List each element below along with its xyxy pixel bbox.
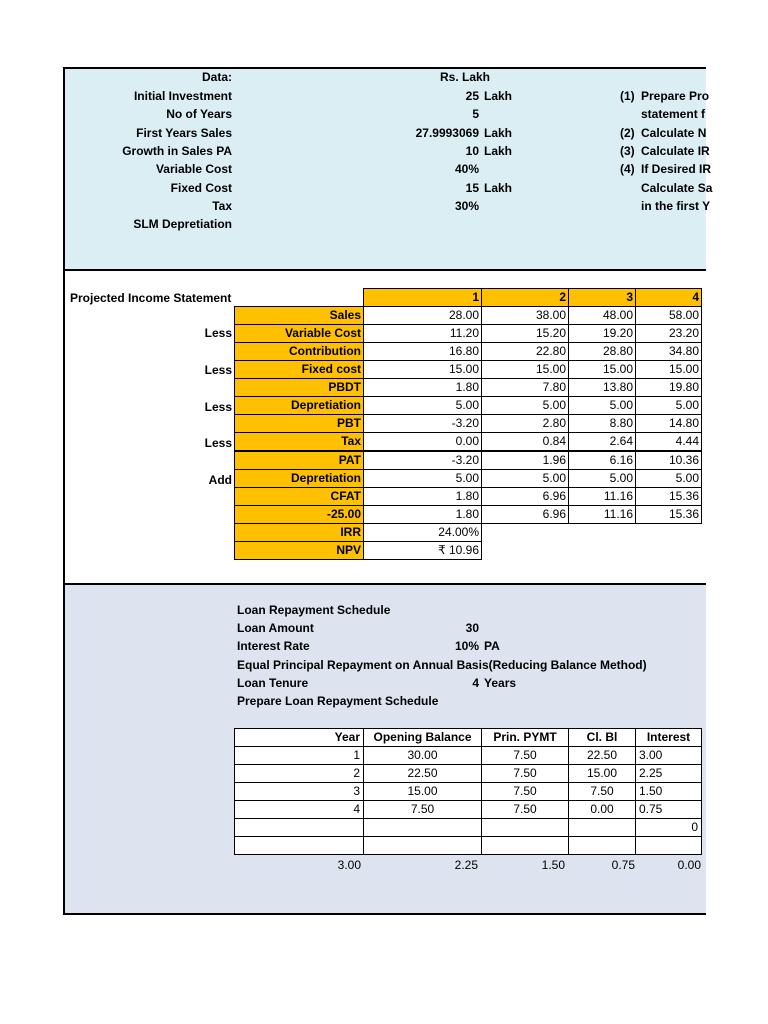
task-text: If Desired IR	[641, 162, 712, 177]
value-cell: 28.80	[569, 343, 636, 361]
value-cell: 1.80	[364, 379, 482, 397]
loan-cell: 7.50	[569, 783, 636, 801]
corner-cell	[235, 289, 364, 307]
data-label: Tax	[212, 198, 232, 213]
value-cell: 58.00	[636, 307, 702, 325]
row-prefix: Less	[204, 399, 232, 414]
data-unit: Lakh	[484, 89, 513, 103]
value-cell: 10.36	[636, 451, 702, 470]
task-number: (3)	[620, 143, 635, 158]
loan-cell: 15.00	[364, 783, 482, 801]
loan-cell	[364, 837, 482, 855]
row-label: PAT	[235, 451, 364, 470]
data-value: 30%	[454, 198, 479, 213]
loan-header: Opening Balance	[364, 729, 482, 747]
income-row	[235, 343, 702, 361]
year-header-row	[235, 289, 702, 307]
loan-cell: 7.50	[482, 783, 569, 801]
value-cell: 5.00	[569, 397, 636, 415]
value-cell: 15.00	[636, 361, 702, 379]
footer-value: 2.25	[454, 858, 478, 872]
income-row	[235, 451, 702, 470]
data-value: 40%	[454, 162, 479, 177]
repayment-method: Equal Principal Repayment on Annual Basis(Reducing Balance Method)	[237, 658, 647, 672]
value-cell: 6.96	[482, 488, 569, 506]
value-cell: 16.80	[364, 343, 482, 361]
value-cell: 15.00	[364, 361, 482, 379]
loan-cell: 7.50	[482, 747, 569, 765]
data-value: 25	[465, 89, 479, 103]
value-cell: 6.16	[569, 451, 636, 470]
interest-rate-label: Interest Rate	[237, 639, 310, 653]
interest-rate-value: 10%	[454, 639, 479, 653]
data-unit: Lakh	[484, 180, 513, 195]
data-value: 27.9993069	[415, 125, 479, 140]
loan-cell	[235, 819, 364, 837]
row-prefix: Less	[204, 326, 232, 341]
task-number: (4)	[620, 162, 635, 177]
income-row	[235, 361, 702, 379]
loan-table	[234, 728, 702, 855]
data-unit: Lakh	[484, 125, 513, 140]
loan-cell: 2.25	[636, 765, 702, 783]
row-label: CFAT	[235, 488, 364, 506]
loan-cell: 7.50	[482, 765, 569, 783]
value-cell: 19.20	[569, 325, 636, 343]
loan-row	[235, 747, 702, 765]
value-cell: 11.16	[569, 488, 636, 506]
loan-cell	[569, 819, 636, 837]
loan-cell: 0.00	[569, 801, 636, 819]
data-label: Fixed Cost	[170, 180, 232, 195]
row-label: Tax	[235, 433, 364, 452]
data-value: 10	[465, 143, 479, 158]
row-label: Depretiation	[235, 470, 364, 488]
value-cell: 5.00	[636, 397, 702, 415]
loan-cell: 3.00	[636, 747, 702, 765]
value-cell: -3.20	[364, 415, 482, 433]
row-label: Fixed cost	[235, 361, 364, 379]
loan-cell	[636, 837, 702, 855]
loan-cell: 2	[235, 765, 364, 783]
rupee-symbol: ₹	[437, 543, 446, 557]
value-cell: -3.20	[364, 451, 482, 470]
year-header: 2	[482, 289, 569, 307]
loan-tenure-label: Loan Tenure	[237, 676, 309, 690]
row-label: Sales	[235, 307, 364, 325]
footer-value: 0.75	[611, 858, 635, 872]
row-label: PBDT	[235, 379, 364, 397]
year-header: 3	[569, 289, 636, 307]
loan-cell	[235, 837, 364, 855]
value-cell: 0.00	[364, 433, 482, 452]
value-cell: 15.00	[482, 361, 569, 379]
value-cell: 5.00	[569, 470, 636, 488]
footer-value: 1.50	[541, 858, 565, 872]
loan-cell: 1.50	[636, 783, 702, 801]
loan-row	[235, 783, 702, 801]
value-cell: 15.36	[636, 488, 702, 506]
loan-row	[235, 801, 702, 819]
loan-instruction: Prepare Loan Repayment Schedule	[237, 694, 439, 708]
loan-cell: 15.00	[569, 765, 636, 783]
row-label: -25.00	[235, 506, 364, 524]
loan-cell: 4	[235, 801, 364, 819]
data-heading: Data:	[201, 70, 232, 84]
income-row	[235, 379, 702, 397]
value-cell: 28.00	[364, 307, 482, 325]
data-value: 5	[472, 107, 479, 122]
income-row	[235, 397, 702, 415]
value-cell: 15.00	[569, 361, 636, 379]
loan-header: Prin. PYMT	[482, 729, 569, 747]
income-table	[234, 288, 702, 560]
footer-value: 0.00	[677, 858, 701, 872]
value-cell: 19.80	[636, 379, 702, 397]
value-cell: 38.00	[482, 307, 569, 325]
value-cell: 5.00	[364, 397, 482, 415]
data-label: Variable Cost	[155, 162, 232, 177]
value-cell: 15.20	[482, 325, 569, 343]
loan-header: Interest	[636, 729, 702, 747]
loan-row	[235, 819, 702, 837]
loan-row	[235, 765, 702, 783]
loan-header: Cl. Bl	[569, 729, 636, 747]
row-prefix: Add	[208, 473, 232, 488]
loan-cell: 0	[636, 819, 702, 837]
loan-tenure-value: 4	[472, 676, 479, 690]
value-cell: 5.00	[482, 397, 569, 415]
loan-amount-value: 30	[465, 621, 479, 635]
task-text: in the first Y	[641, 198, 711, 213]
loan-cell: 22.50	[364, 765, 482, 783]
task-text: Prepare Pro	[641, 89, 710, 103]
value-cell: 4.44	[636, 433, 702, 452]
loan-row	[235, 837, 702, 855]
npv-row	[235, 542, 702, 560]
data-value: 15	[465, 180, 479, 195]
npv-value: 10.96	[448, 543, 479, 557]
loan-cell	[482, 819, 569, 837]
value-cell: 14.80	[636, 415, 702, 433]
task-text: statement f	[641, 107, 706, 122]
row-label: Contribution	[235, 343, 364, 361]
npv-value-cell	[364, 542, 482, 560]
loan-cell: 3	[235, 783, 364, 801]
loan-cell: 1	[235, 747, 364, 765]
task-number: (2)	[620, 125, 635, 140]
value-cell: 0.84	[482, 433, 569, 452]
loan-title: Loan Repayment Schedule	[237, 603, 391, 617]
value-cell: 23.20	[636, 325, 702, 343]
loan-cell: 7.50	[364, 801, 482, 819]
row-prefix: Less	[204, 436, 232, 451]
value-cell: 2.80	[482, 415, 569, 433]
income-row	[235, 325, 702, 343]
value-cell: 13.80	[569, 379, 636, 397]
loan-cell: 30.00	[364, 747, 482, 765]
loan-cell	[482, 837, 569, 855]
value-cell: 34.80	[636, 343, 702, 361]
value-cell: 2.64	[569, 433, 636, 452]
value-cell: 5.00	[364, 470, 482, 488]
loan-header-row	[235, 729, 702, 747]
income-row	[235, 307, 702, 325]
value-cell: 8.80	[569, 415, 636, 433]
value-cell: 5.00	[482, 470, 569, 488]
data-label: No of Years	[166, 107, 232, 122]
loan-cell	[364, 819, 482, 837]
loan-header: Year	[235, 729, 364, 747]
value-cell: 1.80	[364, 506, 482, 524]
loan-cell: 0.75	[636, 801, 702, 819]
npv-label: NPV	[235, 542, 364, 560]
data-label: Growth in Sales PA	[122, 143, 232, 158]
year-header: 4	[636, 289, 702, 307]
value-cell: 7.80	[482, 379, 569, 397]
data-label: Initial Investment	[133, 89, 232, 103]
data-unit: Lakh	[484, 143, 513, 158]
loan-tenure-unit: Years	[484, 676, 517, 690]
year-header: 1	[364, 289, 482, 307]
footer-value: 3.00	[337, 858, 361, 872]
value-cell: 1.96	[482, 451, 569, 470]
task-number: (1)	[620, 89, 635, 103]
income-row	[235, 506, 702, 524]
value-cell: 6.96	[482, 506, 569, 524]
loan-cell: 22.50	[569, 747, 636, 765]
loan-cell: 7.50	[482, 801, 569, 819]
data-label: SLM Depretiation	[133, 217, 232, 232]
value-cell: 1.80	[364, 488, 482, 506]
task-list	[600, 0, 713, 260]
value-cell: 11.16	[569, 506, 636, 524]
income-row	[235, 470, 702, 488]
irr-row	[235, 524, 702, 542]
income-row	[235, 433, 702, 452]
irr-label: IRR	[235, 524, 364, 542]
data-label: First Years Sales	[136, 125, 232, 140]
income-row	[235, 488, 702, 506]
task-text: Calculate IR	[641, 143, 710, 158]
loan-cell	[569, 837, 636, 855]
irr-value: 24.00%	[364, 524, 482, 542]
income-title: Projected Income Statement	[70, 291, 232, 305]
row-prefix: Less	[204, 363, 232, 378]
income-row	[235, 415, 702, 433]
task-text: Calculate Sa	[641, 180, 713, 195]
value-cell: 22.80	[482, 343, 569, 361]
interest-rate-unit: PA	[484, 639, 500, 653]
value-cell: 11.20	[364, 325, 482, 343]
row-label: Variable Cost	[235, 325, 364, 343]
row-label: Depretiation	[235, 397, 364, 415]
row-label: PBT	[235, 415, 364, 433]
loan-amount-label: Loan Amount	[237, 621, 314, 635]
value-cell: 5.00	[636, 470, 702, 488]
value-cell: 15.36	[636, 506, 702, 524]
unit-heading: Rs. Lakh	[440, 70, 491, 84]
task-text: Calculate N	[641, 125, 707, 140]
value-cell: 48.00	[569, 307, 636, 325]
